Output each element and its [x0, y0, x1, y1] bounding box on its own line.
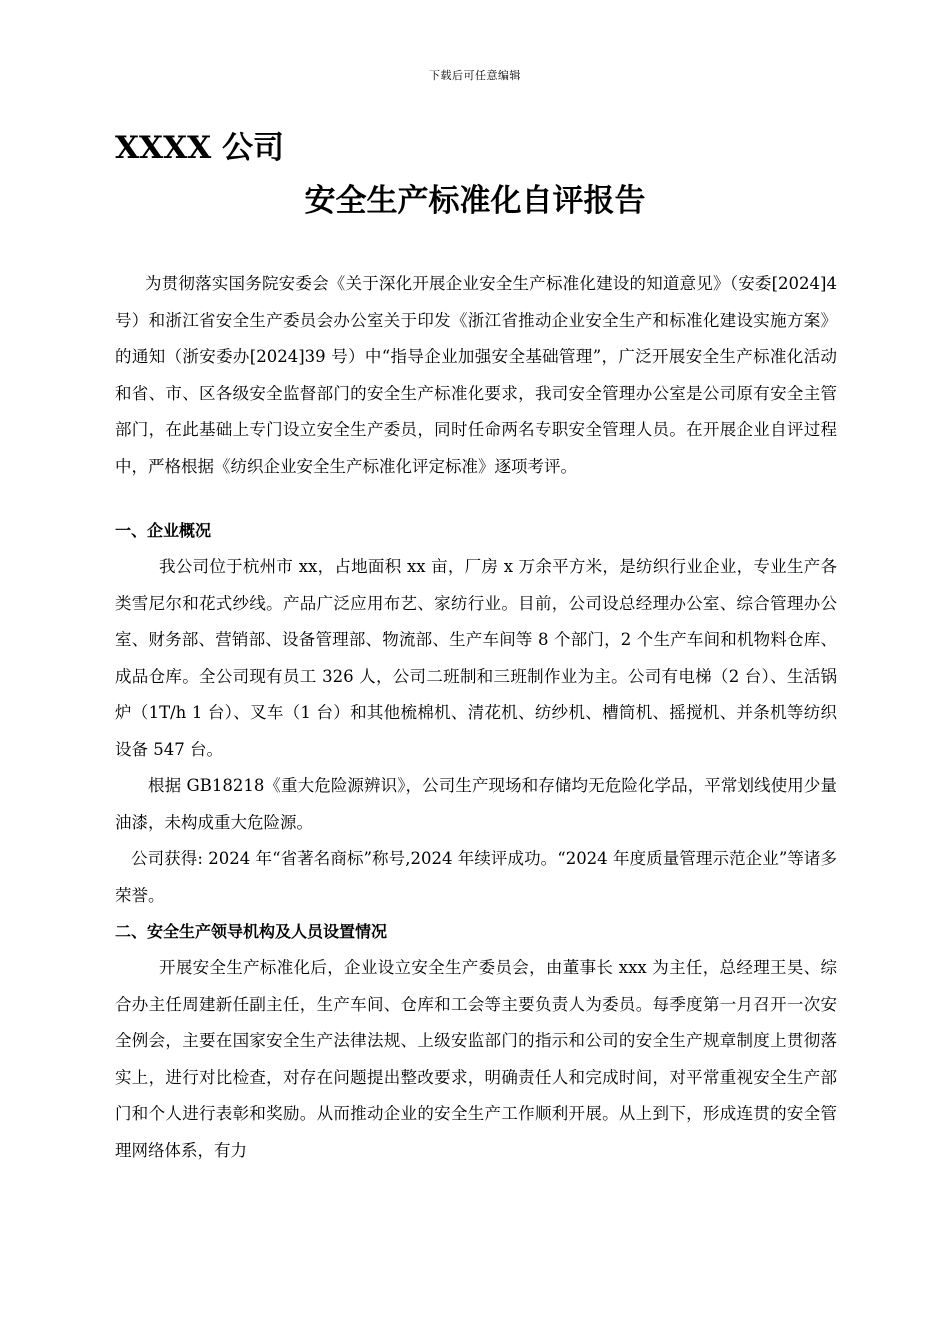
document-body	[115, 266, 837, 1169]
section-2-heading: 二、安全生产领导机构及人员设置情况	[115, 922, 388, 941]
header-note: 下载后可任意编辑	[429, 69, 521, 82]
spacer	[115, 485, 837, 513]
company-name: XXXX 公司	[115, 130, 285, 166]
section-1-heading: 一、企业概况	[115, 521, 212, 540]
section-1-paragraph-1: 我公司位于杭州市 xx，占地面积 xx 亩，厂房 x 万余平方米，是纺织行业企业，专业生产各类雪尼尔和花式纱线。产品广泛应用布艺、家纺行业。目前，公司设总经理办公室、综合管理办公室、财务部、营销部、设备管理部、物流部、生产车间等 8 个部门，2 个生产车间和机物料仓库、成品仓库。全公司现有员工 326 人，公司二班制和三班制作业为主。公司有电梯（2 台）、生活锅炉（1T/h 1 台）、叉车（1 台）和其他梳棉机、清花机、纺纱机、槽筒机、摇搅机、并条机等纺织设备 547 台。	[115, 557, 837, 759]
intro-paragraph: 为贯彻落实国务院安委会《关于深化开展企业安全生产标准化建设的知道意见》（安委[2024]4 号）和浙江省安全生产委员会办公室关于印发《浙江省推动企业安全生产和标准化建设实施方案》的通知（浙安委办[2024]39 号）中“指导企业加强安全基础管理”，广泛开展安全生产标准化活动和省、市、区各级安全监督部门的安全生产标准化要求，我司安全管理办公室是公司原有安全主管部门，在此基础上专门设立安全生产委员，同时任命两名专职安全管理人员。在开展企业自评过程中，严格根据《纺织企业安全生产标准化评定标准》逐项考评。	[115, 274, 837, 476]
section-1-paragraph-2: 根据 GB18218《重大危险源辨识》，公司生产现场和存储均无危险化学品，平常划线使用少量油漆，未构成重大危险源。	[115, 776, 837, 832]
report-title: 安全生产标准化自评报告	[304, 183, 646, 219]
section-2-paragraph-1: 开展安全生产标准化后，企业设立安全生产委员会，由董事长 xxx 为主任，总经理王昊、综合办主任周建新任副主任，生产车间、仓库和工会等主要负责人为委员。每季度第一月召开一次安全例会，主要在国家安全生产法律法规、上级安监部门的指示和公司的安全生产规章制度上贯彻落实上，进行对比检查，对存在问题提出整改要求，明确责任人和完成时间，对平常重视安全生产部门和个人进行表彰和奖励。从而推动企业的安全生产工作顺利开展。从上到下，形成连贯的安全管理网络体系，有力	[115, 958, 837, 1160]
section-1-paragraph-3: 公司获得: 2024 年“省著名商标”称号,2024 年续评成功。“2024 年度质量管理示范企业”等诸多荣誉。	[115, 849, 837, 905]
